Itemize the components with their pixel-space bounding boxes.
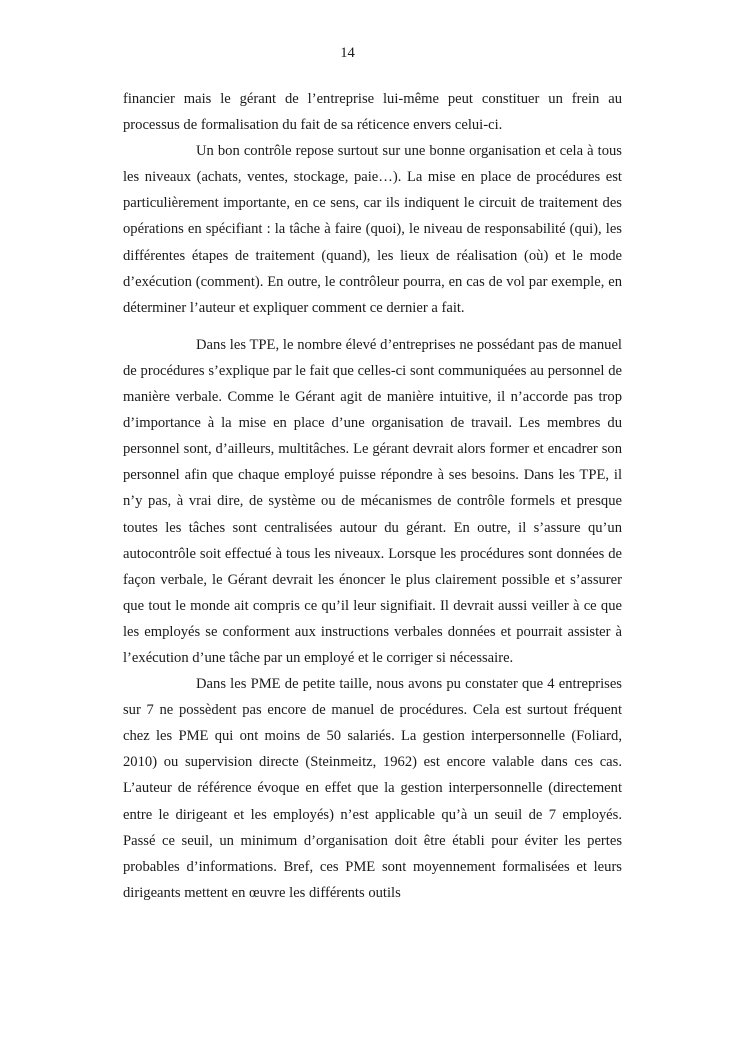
page-number: 14 bbox=[340, 45, 355, 61]
paragraph-controle: Un bon contrôle repose surtout sur une bonne organisation et cela à tous les niveaux (achats, ventes, stockage, paie…). La mise en place de procédures est particulièrement importante, en ce sens, car ils indiquent le circuit de traitement des opérations en spécifiant : la tâche à faire (quoi), le niveau de responsabilité (qui), les différentes étapes de traitement (quand), les lieux de réalisation (où) et le mode d’exécution (comment). En outre, le contrôleur pourra, en cas de vol par exemple, en déterminer l’auteur et expliquer comment ce dernier a fait. bbox=[123, 143, 622, 316]
document-body bbox=[123, 86, 622, 906]
paragraph-tpe: Dans les TPE, le nombre élevé d’entreprises ne possédant pas de manuel de procédures s’explique par le fait que celles-ci sont communiquées au personnel de manière verbale. Comme le Gérant agit de manière intuitive, il n’accorde pas trop d’importance à la mise en place d’une organisation de travail. Les membres du personnel sont, d’ailleurs, multitâches. Le gérant devrait alors former et encadrer son personnel afin que chaque employé puisse répondre à ses besoins. Dans les TPE, il n’y pas, à vrai dire, de système ou de mécanismes de contrôle formels et presque toutes les tâches sont centralisées autour du gérant. En outre, il s’assure qu’un autocontrôle soit effectué à tous les niveaux. Lorsque les procédures sont données de façon verbale, le Gérant devrait les énoncer le plus clairement possible et s’assurer que tout le monde ait compris ce qu’il leur signifiait. Il devrait aussi veiller à ce que les employés se conforment aux instructions verbales données et pourrait assister à l’exécution d’une tâche par un employé et le corriger si nécessaire. bbox=[123, 336, 622, 666]
paragraph-continuation: financier mais le gérant de l’entreprise lui-même peut constituer un frein au processus de formalisation du fait de sa réticence envers celui-ci. bbox=[123, 91, 622, 134]
paragraph-pme: Dans les PME de petite taille, nous avons pu constater que 4 entreprises sur 7 ne possèdent pas encore de manuel de procédures. Cela est surtout fréquent chez les PME qui ont moins de 50 salariés. La gestion interpersonnelle (Foliard, 2010) ou supervision directe (Steinmeitz, 1962) est encore valable dans ces cas. L’auteur de référence évoque en effet que la gestion interpersonnelle (directement entre le dirigeant et les employés) n’est applicable qu’à un seuil de 7 employés. Passé ce seuil, un minimum d’organisation doit être établi pour éviter les pertes probables d’informations. Bref, ces PME sont moyennement formalisées et leurs dirigeants mettent en œuvre les différents outils bbox=[123, 676, 622, 901]
